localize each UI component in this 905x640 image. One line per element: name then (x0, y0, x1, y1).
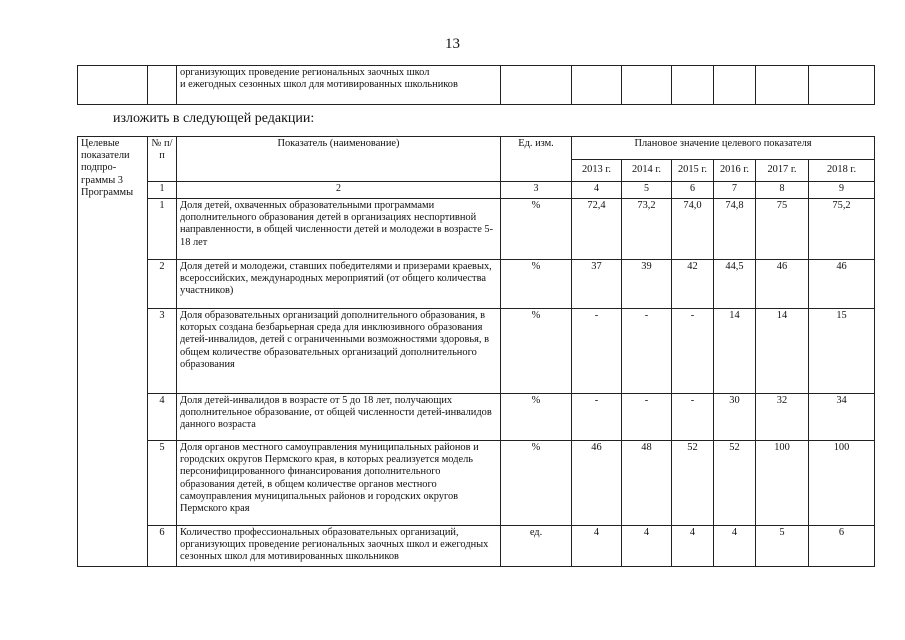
header-no: № п/п (148, 137, 177, 182)
header-year: 2013 г. (572, 159, 622, 182)
header-indicator: Показатель (наименование) (177, 137, 501, 182)
column-number: 7 (714, 182, 756, 199)
row-unit: % (501, 394, 572, 441)
cell-empty (756, 66, 809, 105)
row-unit: % (501, 199, 572, 260)
column-number: 3 (501, 182, 572, 199)
row-value: 14 (714, 309, 756, 394)
row-value: 46 (809, 260, 875, 309)
row-value: 46 (756, 260, 809, 309)
row-value: - (672, 309, 714, 394)
column-number: 4 (572, 182, 622, 199)
header-row (78, 137, 875, 160)
cell-empty (78, 66, 148, 105)
row-value: 48 (622, 441, 672, 526)
header-planned-value: Плановое значение целевого показателя (572, 137, 875, 160)
column-number: 1 (148, 182, 177, 199)
row-number: 4 (148, 394, 177, 441)
header-year: 2017 г. (756, 159, 809, 182)
row-unit: % (501, 260, 572, 309)
row-unit: % (501, 309, 572, 394)
row-value: 75 (756, 199, 809, 260)
cell-empty (622, 66, 672, 105)
row-indicator-name: Доля детей, охваченных образовательными программами дополнительного образования детей в организациях неспортивной направленности, в общей численности детей и молодежи в возрасте 5-18 лет (177, 199, 501, 260)
row-value: 37 (572, 260, 622, 309)
row-value: 4 (622, 526, 672, 567)
row-number: 2 (148, 260, 177, 309)
row-number: 3 (148, 309, 177, 394)
row-value: 100 (756, 441, 809, 526)
row-value: 32 (756, 394, 809, 441)
row-value: 4 (714, 526, 756, 567)
column-number: 9 (809, 182, 875, 199)
header-year: 2016 г. (714, 159, 756, 182)
column-number: 6 (672, 182, 714, 199)
row-value: - (622, 394, 672, 441)
cell-empty (148, 66, 177, 105)
cell-empty (714, 66, 756, 105)
row-value: 46 (572, 441, 622, 526)
header-year: 2015 г. (672, 159, 714, 182)
table-row (78, 199, 875, 260)
row-value: 73,2 (622, 199, 672, 260)
row-value: - (572, 394, 622, 441)
row-value: 39 (622, 260, 672, 309)
row-value: 42 (672, 260, 714, 309)
intro-text: изложить в следующей редакции: (113, 111, 315, 126)
row-value: 74,0 (672, 199, 714, 260)
row-unit: % (501, 441, 572, 526)
row-indicator-name: Доля детей и молодежи, ставших победителями и призерами краевых, всероссийских, международных мероприятий (от общего количества участников) (177, 260, 501, 309)
header-year: 2014 г. (622, 159, 672, 182)
cell-empty (572, 66, 622, 105)
continuation-text (177, 66, 501, 105)
table-row (78, 394, 875, 441)
column-number: 2 (177, 182, 501, 199)
indicators-table (77, 136, 875, 567)
row-value: 75,2 (809, 199, 875, 260)
row-value: 5 (756, 526, 809, 567)
row-value: 14 (756, 309, 809, 394)
row-number: 6 (148, 526, 177, 567)
cell-empty (672, 66, 714, 105)
row-value: - (672, 394, 714, 441)
cell-empty (501, 66, 572, 105)
row-value: 30 (714, 394, 756, 441)
continuation-line: организующих проведение региональных заочных школ (180, 67, 430, 78)
table-row (78, 260, 875, 309)
row-value: 100 (809, 441, 875, 526)
row-value: 4 (672, 526, 714, 567)
row-value: 44,5 (714, 260, 756, 309)
table-row (78, 441, 875, 526)
row-value: 72,4 (572, 199, 622, 260)
row-indicator-name: Доля образовательных организаций дополнительного образования, в которых создана безбарьерная среда для инклюзивного образования детей-инвалидов, детей с ограниченными возможностями здоровья, в общем количестве образовательных организаций дополнительного образования (177, 309, 501, 394)
row-indicator-name: Количество профессиональных образовательных организаций, организующих проведение региональных заочных школ и ежегодных сезонных школ для мотивированных школьников (177, 526, 501, 567)
column-numbers-row (78, 182, 875, 199)
column-number: 8 (756, 182, 809, 199)
page-number: 13 (445, 36, 460, 52)
row-indicator-name: Доля детей-инвалидов в возрасте от 5 до 18 лет, получающих дополнительное образование, от общей численности детей-инвалидов данного возраста (177, 394, 501, 441)
row-unit: ед. (501, 526, 572, 567)
continuation-table (77, 65, 875, 105)
row-value: 4 (572, 526, 622, 567)
row-value: 52 (714, 441, 756, 526)
header-unit: Ед. изм. (501, 137, 572, 182)
row-value: 6 (809, 526, 875, 567)
continuation-line: и ежегодных сезонных школ для мотивированных школьников (180, 79, 458, 91)
row-value: 52 (672, 441, 714, 526)
table-row (78, 309, 875, 394)
header-target-indicators: Целевые показатели подпро- граммы 3 Программы (78, 137, 148, 567)
table-row (78, 526, 875, 567)
row-value: 34 (809, 394, 875, 441)
row-value: 74,8 (714, 199, 756, 260)
column-number: 5 (622, 182, 672, 199)
row-value: - (572, 309, 622, 394)
row-value: - (622, 309, 672, 394)
row-indicator-name: Доля органов местного самоуправления муниципальных районов и городских округов Пермского края, в которых реализуется модель персонифицированного финансирования дополнительного образования детей, в общем количестве органов местного самоуправления муниципальных районов и городских округов Пермского края (177, 441, 501, 526)
row-number: 1 (148, 199, 177, 260)
cell-empty (809, 66, 875, 105)
row-number: 5 (148, 441, 177, 526)
continuation-row (78, 66, 875, 105)
header-year: 2018 г. (809, 159, 875, 182)
row-value: 15 (809, 309, 875, 394)
